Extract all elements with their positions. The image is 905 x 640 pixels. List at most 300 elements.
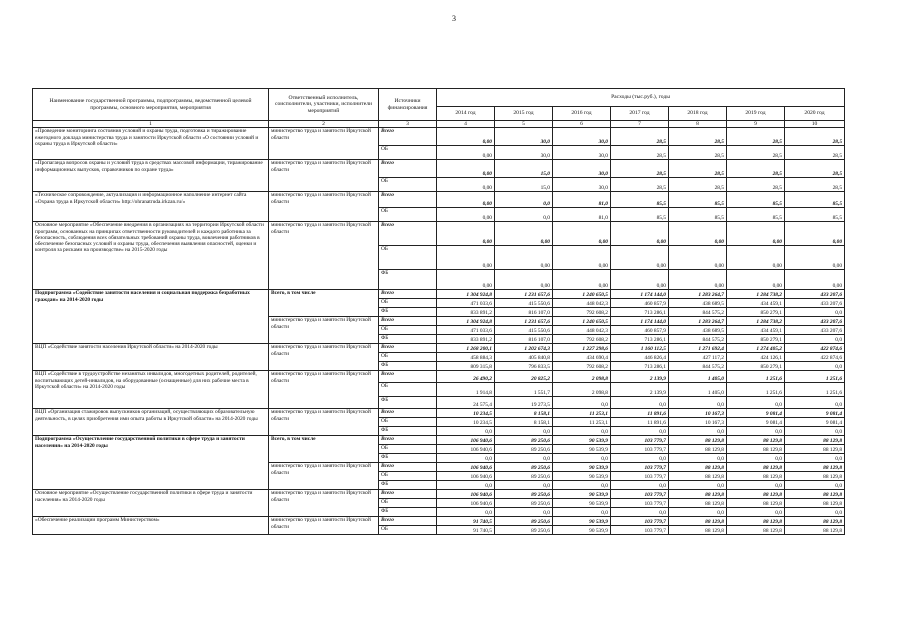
expense-cell: 1 284 738,2	[727, 290, 785, 299]
funding-source: ОБ	[379, 299, 437, 308]
expense-cell: 85,5	[727, 208, 785, 222]
expense-cell: 1 251,6	[785, 383, 845, 397]
expense-cell: 106 940,6	[437, 436, 495, 445]
expense-cell: 0,0	[727, 508, 785, 517]
header-year: 2020 год	[785, 107, 845, 121]
expense-cell: 0,00	[727, 222, 785, 246]
responsible-executor: министерство труда и занятости Иркутской области	[269, 317, 379, 344]
expense-cell: 90 539,9	[553, 436, 611, 445]
table-row	[33, 290, 845, 299]
expense-cell: 28,5	[785, 160, 845, 178]
expense-cell: 10 167,3	[669, 418, 727, 427]
funding-source: ОБ	[379, 499, 437, 508]
expense-cell: 816 107,0	[495, 335, 553, 344]
expense-cell: 1 405,0	[669, 371, 727, 383]
responsible-executor: министерство труда и занятости Иркутской области	[269, 463, 379, 490]
table-row	[33, 371, 845, 383]
expense-cell: 0,0	[785, 397, 845, 409]
funding-source: ФБ	[379, 481, 437, 490]
expense-cell: 89 250,6	[495, 490, 553, 499]
expense-cell: 844 575,2	[669, 335, 727, 344]
expense-cell: 103 779,7	[611, 517, 669, 526]
expense-cell: 1 174 144,0	[611, 290, 669, 299]
expense-cell: 415 550,6	[495, 299, 553, 308]
expense-cell: 88 129,8	[669, 472, 727, 481]
expense-cell: 0,00	[495, 246, 553, 270]
expense-cell: 0,0	[669, 427, 727, 436]
expense-cell: 424 126,1	[727, 353, 785, 362]
expense-cell: 0,0	[495, 192, 553, 208]
funding-source: Всего	[379, 436, 437, 445]
expense-cell: 438 689,5	[669, 299, 727, 308]
expense-cell: 85,5	[727, 192, 785, 208]
responsible-executor: министерство труда и занятости Иркутской области	[269, 222, 379, 290]
expense-cell: 28,5	[611, 146, 669, 160]
expense-cell: 1 304 924,8	[437, 290, 495, 299]
expense-cell: 10 234,5	[437, 418, 495, 427]
expense-cell: 0,0	[553, 427, 611, 436]
expense-cell: 433 207,6	[785, 299, 845, 308]
expense-cell: 85,5	[669, 192, 727, 208]
expense-cell: 0,0	[495, 427, 553, 436]
expense-cell: 11 891,6	[611, 409, 669, 418]
program-name: «Техническое сопровождение, актуализация и информационное наполнение интернет сайта «Охрана труда в Иркутской области» http://ohranatruda.irkzan.ru/»	[33, 192, 269, 222]
expense-cell: 88 129,8	[727, 517, 785, 526]
program-name: Основное мероприятие «Осуществление государственной политики в сфере труда и занятости населения» на 2014-2020 годы	[33, 490, 269, 517]
funding-source: ФБ	[379, 270, 437, 290]
expense-cell: 0,0	[669, 481, 727, 490]
expense-cell: 415 550,6	[495, 326, 553, 335]
expense-cell: 28,5	[669, 146, 727, 160]
expense-cell: 0,0	[495, 454, 553, 463]
program-name: «Обеспечение реализации программ Министерством»	[33, 517, 269, 535]
header-year: 2016 год	[553, 107, 611, 121]
expense-cell: 89 250,6	[495, 436, 553, 445]
expense-cell: 460 857,9	[611, 299, 669, 308]
expense-cell: 28,5	[669, 128, 727, 146]
expense-cell: 1 268 200,1	[437, 344, 495, 353]
expense-cell: 90 539,9	[553, 445, 611, 454]
program-name: ВЦП «Содействие занятости населения Иркутской области» на 2014-2020 годы	[33, 344, 269, 371]
expense-cell: 88 129,8	[785, 436, 845, 445]
expense-cell: 89 250,6	[495, 517, 553, 526]
expense-cell: 88 129,8	[785, 472, 845, 481]
expense-cell: 0,00	[669, 270, 727, 290]
expense-cell: 713 286,1	[611, 362, 669, 371]
page-number: 3	[452, 14, 456, 23]
expense-cell: 0,0	[669, 508, 727, 517]
expense-cell: 85,5	[785, 192, 845, 208]
funding-source: ОБ	[379, 526, 437, 535]
header-name: Наименование государственной программы, подпрограммы, ведомственной целевой программы, основного мероприятия, мероприятия	[33, 89, 269, 121]
expense-cell: 2 098,8	[553, 371, 611, 383]
expense-cell: 448 042,3	[553, 326, 611, 335]
expense-cell: 458 884,3	[437, 353, 495, 362]
funding-source: ФБ	[379, 362, 437, 371]
table-row	[33, 436, 845, 445]
expense-cell: 1 251,6	[785, 371, 845, 383]
funding-source: Всего	[379, 128, 437, 146]
expense-cell: 28,5	[727, 146, 785, 160]
expense-cell: 433 207,6	[785, 290, 845, 299]
expense-cell: 88 129,8	[727, 472, 785, 481]
expense-cell: 2 098,8	[553, 383, 611, 397]
responsible-executor: министерство труда и занятости Иркутской области	[269, 192, 379, 222]
expense-cell: 88 129,8	[785, 463, 845, 472]
funding-source: Всего	[379, 344, 437, 353]
expense-cell: 0,0	[495, 481, 553, 490]
expense-cell: 89 250,6	[495, 445, 553, 454]
funding-source: ФБ	[379, 454, 437, 463]
expense-cell: 0,00	[437, 160, 495, 178]
expense-cell: 88 129,8	[669, 490, 727, 499]
expense-cell: 30,0	[553, 128, 611, 146]
expense-cell: 30,0	[553, 178, 611, 192]
expense-cell: 8 158,1	[495, 418, 553, 427]
expense-cell: 0,00	[437, 146, 495, 160]
expense-cell: 81,0	[553, 208, 611, 222]
funding-source: ФБ	[379, 308, 437, 317]
expense-cell: 106 940,6	[437, 463, 495, 472]
expense-cell: 1 284 738,2	[727, 317, 785, 326]
expense-cell: 0,00	[437, 222, 495, 246]
expense-cell: 1 240 650,5	[553, 317, 611, 326]
expense-cell: 89 250,6	[495, 463, 553, 472]
expense-cell: 0,0	[495, 508, 553, 517]
expense-cell: 0,00	[437, 246, 495, 270]
expense-cell: 0,0	[785, 362, 845, 371]
expense-cell: 106 940,6	[437, 472, 495, 481]
program-name: «Проведение мониторинга состояния условий и охраны труда, подготовка и тиражирование ежегодного доклада министерства труда и занятости Иркутской области «О состоянии условий и охраны труда в Иркутской области»	[33, 128, 269, 160]
column-number: 2	[269, 121, 379, 128]
funding-source: Всего	[379, 463, 437, 472]
expense-cell: 28,5	[727, 128, 785, 146]
expense-cell: 103 779,7	[611, 526, 669, 535]
expense-cell: 28,5	[727, 178, 785, 192]
expense-cell: 433 207,6	[785, 326, 845, 335]
funding-source: ОБ	[379, 208, 437, 222]
expense-cell: 844 575,2	[669, 308, 727, 317]
expense-cell: 0,00	[553, 222, 611, 246]
expense-cell: 0,00	[437, 208, 495, 222]
table-row	[33, 344, 845, 353]
expense-cell: 438 689,5	[669, 326, 727, 335]
funding-source: Всего	[379, 192, 437, 208]
column-number: 8	[669, 121, 727, 128]
expense-cell: 28,5	[785, 178, 845, 192]
expense-cell: 103 779,7	[611, 499, 669, 508]
expense-cell: 88 129,8	[727, 445, 785, 454]
expense-cell: 0,00	[437, 128, 495, 146]
expense-cell: 471 033,6	[437, 299, 495, 308]
program-name: Основное мероприятие «Обеспечение внедрения в организациях на территории Иркутской области программ, основанных на принципах ответственности руководителей и каждого работника за безопасность, соблюдения всех обязательных требований охраны труда, вовлечения работников в обеспечение безопасных условий и охраны труда, обеспечения выявления опасностей, оценки и контроля за рисками на производстве» на 2015-2020 годы	[33, 222, 269, 290]
header-year: 2014 год	[437, 107, 495, 121]
expense-cell: 28,5	[727, 160, 785, 178]
expense-cell: 796 833,5	[495, 362, 553, 371]
expense-cell: 792 608,2	[553, 308, 611, 317]
responsible-executor: министерство труда и занятости Иркутской области	[269, 517, 379, 535]
funding-source: Всего	[379, 222, 437, 246]
expense-cell: 850 279,1	[727, 335, 785, 344]
expense-cell: 0,0	[727, 481, 785, 490]
expense-cell: 89 250,6	[495, 472, 553, 481]
funding-source: Всего	[379, 317, 437, 326]
expense-cell: 28,5	[669, 178, 727, 192]
expense-cell: 0,0	[437, 508, 495, 517]
expense-cell: 0,0	[669, 454, 727, 463]
expense-cell: 792 608,2	[553, 362, 611, 371]
expense-cell: 2 139,9	[611, 383, 669, 397]
responsible-executor: министерство труда и занятости Иркутской области	[269, 409, 379, 436]
expense-cell: 433 207,6	[785, 317, 845, 326]
expense-cell: 448 042,3	[553, 299, 611, 308]
expense-cell: 471 033,6	[437, 326, 495, 335]
expense-cell: 0,00	[611, 222, 669, 246]
expense-cell: 28,5	[669, 160, 727, 178]
expense-cell: 0,00	[437, 192, 495, 208]
expense-cell: 0,0	[611, 508, 669, 517]
expense-cell: 0,0	[611, 427, 669, 436]
program-name: ВЦП «Содействие в трудоустройстве незанятых инвалидов, многодетных родителей, родителей, воспитывающих детей-инвалидов, на оборудованные (оснащенные) для них рабочие места в Иркутской области» на 2014-2020 годы	[33, 371, 269, 409]
expense-cell: 422 874,6	[785, 344, 845, 353]
expense-cell: 0,0	[553, 397, 611, 409]
expense-cell: 713 286,1	[611, 335, 669, 344]
expense-cell: 89 250,6	[495, 526, 553, 535]
table-row	[33, 409, 845, 418]
funding-source: ФБ	[379, 335, 437, 344]
funding-source: ОБ	[379, 445, 437, 454]
responsible-executor: министерство труда и занятости Иркутской области	[269, 490, 379, 517]
expense-cell: 28,5	[785, 128, 845, 146]
expense-cell: 88 129,8	[727, 436, 785, 445]
expense-cell: 88 129,8	[727, 526, 785, 535]
expense-cell: 0,00	[611, 270, 669, 290]
expense-cell: 11 253,1	[553, 418, 611, 427]
expense-cell: 1 304 924,8	[437, 317, 495, 326]
funding-source: Всего	[379, 490, 437, 499]
funding-source: Всего	[379, 409, 437, 418]
expense-cell: 28,5	[611, 128, 669, 146]
expense-cell: 81,0	[553, 192, 611, 208]
column-number: 7	[611, 121, 669, 128]
expense-cell: 0,0	[437, 454, 495, 463]
expense-cell: 8 158,1	[495, 409, 553, 418]
expense-cell: 9 081,4	[785, 418, 845, 427]
expense-cell: 103 779,7	[611, 445, 669, 454]
expense-cell: 833 891,2	[437, 335, 495, 344]
expense-cell: 106 940,6	[437, 499, 495, 508]
expense-cell: 88 129,8	[669, 436, 727, 445]
expense-cell: 0,00	[611, 246, 669, 270]
expense-cell: 28,5	[611, 178, 669, 192]
expense-cell: 434 690,4	[553, 353, 611, 362]
responsible-executor: министерство труда и занятости Иркутской области	[269, 344, 379, 371]
expense-cell: 0,00	[727, 270, 785, 290]
expense-cell: 30,0	[495, 146, 553, 160]
expense-cell: 103 779,7	[611, 463, 669, 472]
expense-cell: 0,0	[553, 508, 611, 517]
header-expenses: Расходы (тыс.руб.), годы	[437, 89, 845, 107]
expense-cell: 88 129,8	[785, 445, 845, 454]
expense-cell: 792 608,2	[553, 335, 611, 344]
funding-source: Всего	[379, 517, 437, 526]
expense-cell: 1 202 674,3	[495, 344, 553, 353]
expense-cell: 90 539,9	[553, 472, 611, 481]
expense-cell: 0,0	[785, 308, 845, 317]
expense-cell: 90 539,9	[553, 526, 611, 535]
expense-cell: 0,0	[437, 427, 495, 436]
expense-cell: 844 575,2	[669, 362, 727, 371]
expense-cell: 30,0	[553, 146, 611, 160]
table-row	[33, 128, 845, 146]
responsible-executor: министерство труда и занятости Иркутской области	[269, 128, 379, 160]
expense-cell: 90 539,9	[553, 499, 611, 508]
expense-cell: 26 490,2	[437, 371, 495, 383]
expense-cell: 28,5	[611, 160, 669, 178]
funding-source: ОБ	[379, 178, 437, 192]
column-number: 6	[553, 121, 611, 128]
expense-cell: 19 273,5	[495, 397, 553, 409]
responsible-executor: министерство труда и занятости Иркутской области	[269, 160, 379, 192]
expense-cell: 1 551,7	[495, 383, 553, 397]
expense-cell: 103 779,7	[611, 472, 669, 481]
expense-cell: 9 081,4	[727, 418, 785, 427]
expense-cell: 1 251,6	[727, 383, 785, 397]
expense-cell: 0,0	[495, 208, 553, 222]
expense-cell: 0,00	[437, 178, 495, 192]
header-source: Источники финансирования	[379, 89, 437, 121]
table-row	[33, 490, 845, 499]
expense-cell: 0,0	[785, 427, 845, 436]
column-number: 3	[379, 121, 437, 128]
column-number: 5	[495, 121, 553, 128]
funding-source: Всего	[379, 290, 437, 299]
expense-cell: 1 914,8	[437, 383, 495, 397]
expense-cell: 0,0	[669, 397, 727, 409]
expense-cell: 0,00	[727, 246, 785, 270]
responsible-executor: министерство труда и занятости Иркутской области	[269, 371, 379, 409]
expense-cell: 1 283 264,7	[669, 317, 727, 326]
expense-cell: 0,00	[553, 270, 611, 290]
expense-cell: 816 107,0	[495, 308, 553, 317]
expense-cell: 405 840,8	[495, 353, 553, 362]
expense-cell: 0,0	[785, 481, 845, 490]
expense-cell: 91 740,5	[437, 526, 495, 535]
expense-cell: 0,0	[611, 397, 669, 409]
expense-cell: 0,0	[727, 427, 785, 436]
expense-cell: 89 250,6	[495, 499, 553, 508]
expense-cell: 0,0	[553, 481, 611, 490]
expense-cell: 0,00	[495, 222, 553, 246]
expense-cell: 809 315,8	[437, 362, 495, 371]
expense-cell: 422 874,6	[785, 353, 845, 362]
expense-cell: 0,0	[785, 454, 845, 463]
expense-cell: 30,0	[495, 128, 553, 146]
funding-source: Всего	[379, 371, 437, 383]
expense-cell: 460 857,9	[611, 326, 669, 335]
column-number: 1	[33, 121, 269, 128]
expense-cell: 0,00	[785, 222, 845, 246]
program-name: ВЦП «Организация стажировок выпускников организаций, осуществляющих образовательную деятельность, в целях приобретения ими опыта работы в Иркутской области» на 2014-2020 годы	[33, 409, 269, 436]
expense-cell: 1 174 144,0	[611, 317, 669, 326]
funding-source: ОБ	[379, 246, 437, 270]
expense-cell: 1 160 112,5	[611, 344, 669, 353]
expense-cell: 85,5	[785, 208, 845, 222]
expense-cell: 0,00	[785, 270, 845, 290]
expense-cell: 103 779,7	[611, 436, 669, 445]
expense-cell: 85,5	[611, 192, 669, 208]
expense-cell: 90 539,9	[553, 490, 611, 499]
funding-source: ФБ	[379, 427, 437, 436]
expense-cell: 103 779,7	[611, 490, 669, 499]
expense-cell: 833 891,2	[437, 308, 495, 317]
expense-cell: 90 539,9	[553, 517, 611, 526]
expense-cell: 11 253,1	[553, 409, 611, 418]
funding-source: ФБ	[379, 508, 437, 517]
expense-cell: 1 251,6	[727, 371, 785, 383]
expense-cell: 0,00	[669, 246, 727, 270]
expense-cell: 1 271 692,4	[669, 344, 727, 353]
expense-cell: 106 940,6	[437, 490, 495, 499]
expense-cell: 11 891,6	[611, 418, 669, 427]
table-row	[33, 192, 845, 208]
expense-cell: 0,0	[611, 481, 669, 490]
expense-cell: 85,5	[669, 208, 727, 222]
header-responsible: Ответственный исполнитель, соисполнители, участники, исполнители мероприятий	[269, 89, 379, 121]
expense-cell: 1 231 657,6	[495, 290, 553, 299]
expense-cell: 28,5	[785, 146, 845, 160]
expense-cell: 0,0	[785, 335, 845, 344]
expense-cell: 88 129,8	[785, 499, 845, 508]
expense-cell: 88 129,8	[727, 499, 785, 508]
expense-cell: 15,0	[495, 178, 553, 192]
expense-cell: 1 283 264,7	[669, 290, 727, 299]
expense-cell: 0,00	[495, 270, 553, 290]
table-row	[33, 222, 845, 246]
expense-cell: 88 129,8	[727, 463, 785, 472]
expense-cell: 106 940,6	[437, 445, 495, 454]
expense-cell: 0,0	[785, 508, 845, 517]
expense-cell: 2 139,9	[611, 371, 669, 383]
table-row	[33, 517, 845, 526]
expense-cell: 1 274 405,2	[727, 344, 785, 353]
expense-cell: 1 405,0	[669, 383, 727, 397]
funding-source: ФБ	[379, 397, 437, 409]
column-number: 10	[785, 121, 845, 128]
header-year: 2015 год	[495, 107, 553, 121]
funding-source: ОБ	[379, 353, 437, 362]
program-name: Подпрограмма «Осуществление государственной политики в сфере труда и занятости населения» на 2014-2020 годы	[33, 436, 269, 490]
expense-cell: 30,0	[553, 160, 611, 178]
funding-source: Всего	[379, 160, 437, 178]
expense-cell: 0,00	[669, 222, 727, 246]
expense-cell: 88 129,8	[669, 517, 727, 526]
expense-cell: 0,00	[785, 246, 845, 270]
expense-cell: 88 129,8	[727, 490, 785, 499]
expense-cell: 0,0	[727, 397, 785, 409]
expense-cell: 10 167,3	[669, 409, 727, 418]
expense-cell: 434 459,1	[727, 326, 785, 335]
expense-cell: 88 129,8	[785, 490, 845, 499]
header-year: 2018 год	[669, 107, 727, 121]
expense-cell: 15,0	[495, 160, 553, 178]
expense-cell: 713 286,1	[611, 308, 669, 317]
expense-cell: 20 825,2	[495, 371, 553, 383]
expense-cell: 88 129,8	[669, 499, 727, 508]
expense-cell: 9 081,4	[785, 409, 845, 418]
expense-cell: 850 279,1	[727, 308, 785, 317]
expense-cell: 85,5	[611, 208, 669, 222]
